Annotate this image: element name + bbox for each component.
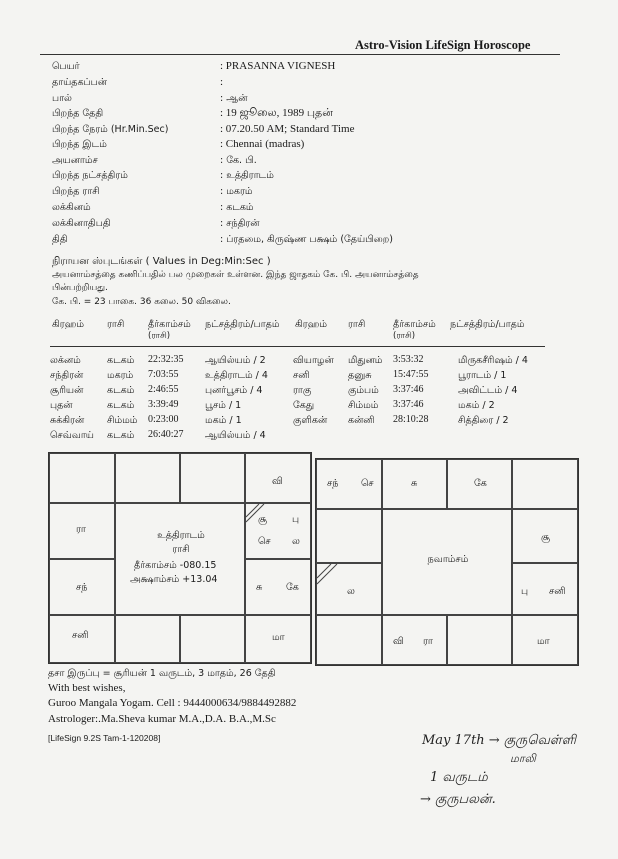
table-cell: சிம்மம் xyxy=(348,400,379,411)
table-subheader: (ராசி) xyxy=(148,331,171,341)
planet-label: பு xyxy=(521,586,529,597)
planet-label: மா xyxy=(537,636,550,647)
rasi-cell xyxy=(245,559,311,615)
table-cell: சித்திரை / 2 xyxy=(458,415,509,426)
navamsa-cell xyxy=(512,459,578,509)
header-rule xyxy=(40,54,560,55)
table-cell: சுக்கிரன் xyxy=(50,415,85,426)
planet-label: சந் xyxy=(327,478,339,489)
table-header: தீர்காம்சம் xyxy=(393,319,436,330)
rasi-cell xyxy=(245,453,311,503)
detail-value: : 07.20.50 AM; Standard Time xyxy=(220,123,355,135)
detail-value: : ஆன் xyxy=(220,93,248,104)
planet-label: கே xyxy=(286,582,299,593)
detail-value: : சந்திரன் xyxy=(220,218,260,229)
rasi-cell xyxy=(49,503,115,559)
table-cell: 15:47:55 xyxy=(393,369,429,380)
table-cell: மகம் / 2 xyxy=(458,400,495,411)
contact-text: Guroo Mangala Yogam. Cell : 9444000634/9884492882 xyxy=(48,697,297,709)
table-header: நட்சத்திரம்/பாதம் xyxy=(450,319,525,330)
navamsa-cell xyxy=(512,615,578,665)
center-title: ராசி xyxy=(172,544,190,555)
handwritten-note: May 17th → குருவெள்ளி xyxy=(422,733,577,748)
detail-value: : Chennai (madras) xyxy=(220,138,305,150)
table-cell: மகரம் xyxy=(107,370,134,381)
document-header: Astro-Vision LifeSign Horoscope xyxy=(355,38,531,52)
table-cell: சந்திரன் xyxy=(50,370,84,381)
planet-label: ரா xyxy=(423,636,433,647)
table-cell: சனி xyxy=(293,370,310,381)
rasi-cell xyxy=(245,503,311,559)
detail-value: : கடகம் xyxy=(220,202,254,213)
rasi-chart xyxy=(48,452,312,664)
table-cell: 3:37:46 xyxy=(393,384,424,395)
table-cell: கடகம் xyxy=(107,385,135,396)
table-cell: செவ்வாய் xyxy=(50,430,94,441)
table-cell: ஆயில்யம் / 2 xyxy=(205,355,266,366)
rasi-cell xyxy=(180,615,245,663)
table-cell: தனுசு xyxy=(348,370,372,381)
planet-label: சூ xyxy=(541,532,551,543)
planet-label: சு xyxy=(256,582,263,593)
table-cell: குளிகன் xyxy=(293,415,328,426)
table-cell: 26:40:27 xyxy=(148,429,184,440)
navamsa-cell xyxy=(316,563,382,615)
table-cell: ஆயில்யம் / 4 xyxy=(205,430,266,441)
planet-label: கே xyxy=(474,478,487,489)
detail-value: : ப்ரதமை, கிருஷ்ண பக்ஷம் (தேய்பிறை) xyxy=(220,234,393,245)
table-rule xyxy=(50,346,545,347)
table-cell: 0:23:00 xyxy=(148,414,179,425)
table-cell: புனர்பூசம் / 4 xyxy=(205,385,263,396)
table-cell: பூசம் / 1 xyxy=(205,400,242,411)
detail-value: : 19 ஜூலை, 1989 புதன் xyxy=(220,107,333,119)
navamsa-cell xyxy=(447,615,512,665)
table-cell: கடகம் xyxy=(107,355,135,366)
table-cell: மிதுனம் xyxy=(348,355,383,366)
planet-label: பு xyxy=(292,514,300,525)
table-cell: அவிட்டம் / 4 xyxy=(458,385,518,396)
detail-value: : xyxy=(220,76,224,88)
table-cell: வியாழன் xyxy=(293,355,334,366)
table-header: தீர்காம்சம் xyxy=(148,319,191,330)
table-cell: 3:37:46 xyxy=(393,399,424,410)
planet-label: வி xyxy=(393,636,404,647)
table-header: ராசி xyxy=(107,319,125,330)
planet-label: ரா xyxy=(76,524,86,535)
detail-value: : PRASANNA VIGNESH xyxy=(220,60,336,72)
version-text: [LifeSign 9.2S Tam-1-120208] xyxy=(48,733,161,743)
lagna-mark xyxy=(317,564,339,586)
navamsa-cell xyxy=(382,615,447,665)
table-header: கிரஹம் xyxy=(52,319,84,330)
table-cell: லக்னம் xyxy=(50,355,81,366)
rasi-center xyxy=(115,503,245,615)
planet-label: செ xyxy=(361,478,374,489)
table-cell: 28:10:28 xyxy=(393,414,429,425)
navamsa-chart xyxy=(315,458,579,666)
nirayana-line: பின்பற்றியது. xyxy=(52,283,108,293)
table-cell: 3:53:32 xyxy=(393,354,424,365)
rasi-cell xyxy=(180,453,245,503)
center-star: உத்திராடம் xyxy=(157,530,205,541)
table-cell: கேது xyxy=(293,400,315,411)
detail-label: அயனாம்ச xyxy=(52,155,98,166)
planet-label: ல xyxy=(347,586,355,597)
nirayana-line: அயனாம்சத்தை கணிப்பதில் பல முறைகள் உள்ளன. இந்த ஜாதகம் கே. பி. அயனாம்சத்தை xyxy=(52,270,419,280)
planet-label: சனி xyxy=(549,586,566,597)
table-cell: 3:39:49 xyxy=(148,399,179,410)
detail-label: திதி xyxy=(52,234,68,245)
center-longitude: தீர்காம்சம் -080.15 xyxy=(134,560,217,571)
planet-label: சு xyxy=(411,478,418,489)
dasa-balance: தசா இருப்பு = சூரியன் 1 வருடம், 3 மாதம், 26 தேதி xyxy=(48,668,276,679)
table-cell: 7:03:55 xyxy=(148,369,179,380)
handwritten-note: → குருபலன். xyxy=(420,792,496,807)
table-cell: பூராடம் / 1 xyxy=(458,370,507,381)
navamsa-center xyxy=(382,509,512,615)
detail-label: லக்கினம் xyxy=(52,202,91,213)
table-cell: கும்பம் xyxy=(348,385,379,396)
rasi-cell xyxy=(49,615,115,663)
table-header: கிரஹம் xyxy=(295,319,327,330)
rasi-cell xyxy=(49,453,115,503)
table-cell: புதன் xyxy=(50,400,73,411)
nirayana-title: நிராயன ஸ்புடங்கள் ( Values in Deg:Min:Sec ) xyxy=(52,256,271,267)
detail-label: பிறந்த ராசி xyxy=(52,186,100,197)
planet-label: சூ xyxy=(258,514,268,525)
table-cell: சூரியன் xyxy=(50,385,84,396)
detail-label: பிறந்த நட்சத்திரம் xyxy=(52,170,128,181)
table-subheader: (ராசி) xyxy=(393,331,416,341)
navamsa-cell xyxy=(447,459,512,509)
table-cell: 22:32:35 xyxy=(148,354,184,365)
rasi-cell xyxy=(115,453,180,503)
planet-label: சந் xyxy=(76,582,88,593)
detail-value: : மகரம் xyxy=(220,186,253,197)
rasi-cell xyxy=(115,615,180,663)
table-cell: மகம் / 1 xyxy=(205,415,242,426)
table-cell: 2:46:55 xyxy=(148,384,179,395)
navamsa-cell xyxy=(382,459,447,509)
detail-label: பால் xyxy=(52,93,72,104)
navamsa-cell xyxy=(316,459,382,509)
table-cell: கடகம் xyxy=(107,400,135,411)
planet-label: செ xyxy=(258,536,271,547)
astrologer-text: Astrologer:.Ma.Sheva kumar M.A.,D.A. B.A.,M.Sc xyxy=(48,713,276,725)
navamsa-cell xyxy=(316,615,382,665)
detail-value: : உத்திராடம் xyxy=(220,170,274,181)
planet-label: சனி xyxy=(72,630,89,641)
table-cell: கன்னி xyxy=(348,415,375,426)
table-cell: கடகம் xyxy=(107,430,135,441)
table-header: நட்சத்திரம்/பாதம் xyxy=(205,319,280,330)
planet-label: மா xyxy=(272,632,285,643)
table-cell: ராகு xyxy=(293,385,312,396)
detail-label: பிறந்த நேரம் (Hr.Min.Sec) xyxy=(52,124,169,135)
detail-label: பிறந்த இடம் xyxy=(52,139,107,150)
wishes-text: With best wishes, xyxy=(48,682,126,694)
navamsa-cell xyxy=(316,509,382,563)
detail-value: : கே. பி. xyxy=(220,155,257,166)
rasi-cell xyxy=(245,615,311,663)
detail-label: லக்கினாதிபதி xyxy=(52,218,111,229)
rasi-cell xyxy=(49,559,115,615)
table-cell: சிம்மம் xyxy=(107,415,138,426)
center-latitude: அக்ஷாம்சம் +13.04 xyxy=(130,574,218,585)
table-header: ராசி xyxy=(348,319,366,330)
navamsa-cell xyxy=(512,563,578,615)
navamsa-cell xyxy=(512,509,578,563)
table-cell: உத்திராடம் / 4 xyxy=(205,370,268,381)
detail-label: பெயர் xyxy=(52,61,80,72)
nirayana-line: கே. பி. = 23 பாகை. 36 கலை. 50 விகலை. xyxy=(52,297,231,307)
table-cell: மிருகசீரிஷம் / 4 xyxy=(458,355,528,366)
handwritten-note: மாலி xyxy=(510,752,536,765)
detail-label: தாய்தகப்பன் xyxy=(52,77,107,88)
detail-label: பிறந்த தேதி xyxy=(52,108,104,119)
planet-label: ல xyxy=(292,536,300,547)
planet-label: வி xyxy=(272,476,283,487)
center-title: நவாம்சம் xyxy=(427,554,469,565)
handwritten-note: 1 வருடம் xyxy=(430,770,488,785)
